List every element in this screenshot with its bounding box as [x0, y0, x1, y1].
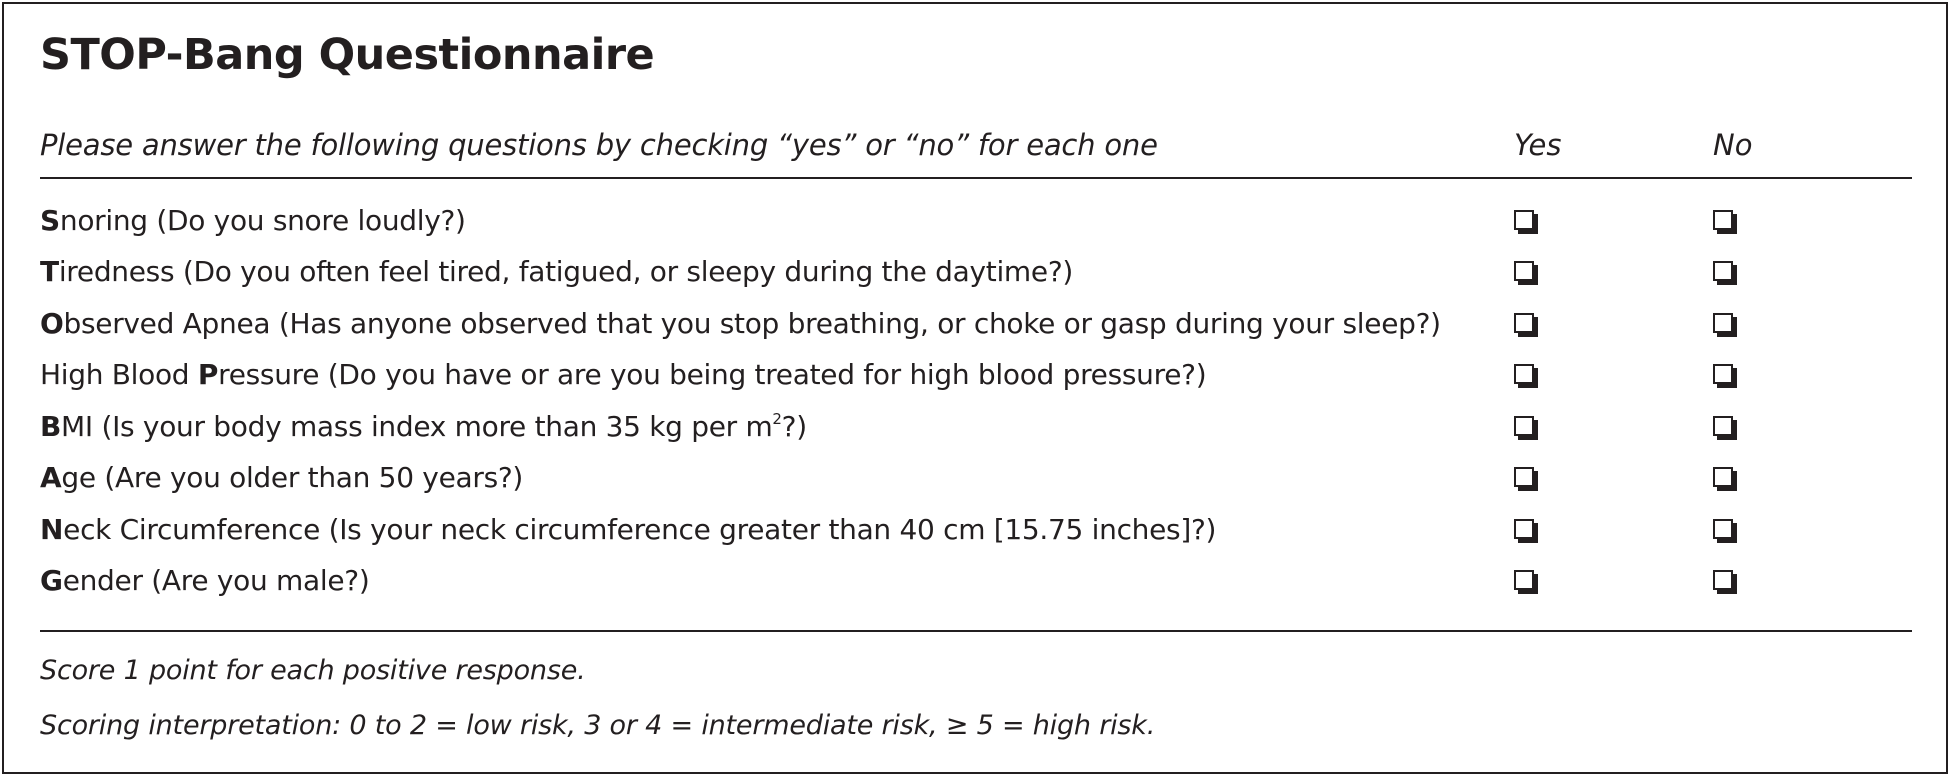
page-title: STOP-Bang Questionnaire: [40, 30, 655, 80]
no-column-header: No: [1713, 128, 1753, 162]
observed-apnea-no-checkbox[interactable]: [1713, 313, 1738, 338]
question-text: Observed Apnea (Has anyone observed that you stop breathing, or choke or gasp during your sleep?): [40, 307, 1441, 340]
acronym-letter: A: [40, 461, 62, 494]
neck-circumference-no-checkbox[interactable]: [1713, 519, 1738, 544]
question-row-bmi: [40, 410, 1912, 450]
gender-yes-checkbox[interactable]: [1514, 570, 1539, 595]
question-row-age: [40, 461, 1912, 501]
question-row-observed-apnea: [40, 307, 1912, 347]
question-text: Age (Are you older than 50 years?): [40, 461, 524, 494]
bmi-yes-checkbox[interactable]: [1514, 416, 1539, 441]
snoring-no-checkbox[interactable]: [1713, 210, 1738, 235]
instructions-text: Please answer the following questions by checking “yes” or “no” for each one: [40, 128, 1158, 162]
bmi-no-checkbox[interactable]: [1713, 416, 1738, 441]
question-row-tiredness: [40, 255, 1912, 295]
question-text: Tiredness (Do you often feel tired, fatigued, or sleepy during the daytime?): [40, 255, 1074, 288]
yes-column-header: Yes: [1514, 128, 1562, 162]
question-row-gender: [40, 564, 1912, 604]
header-divider: [40, 177, 1912, 179]
tiredness-yes-checkbox[interactable]: [1514, 261, 1539, 286]
scoring-interpretation-note: Scoring interpretation: 0 to 2 = low risk, 3 or 4 = intermediate risk, ≥ 5 = high risk.: [40, 710, 1156, 741]
question-text: Gender (Are you male?): [40, 564, 370, 597]
question-row-snoring: [40, 204, 1912, 244]
acronym-letter: O: [40, 307, 64, 340]
tiredness-no-checkbox[interactable]: [1713, 261, 1738, 286]
neck-circumference-yes-checkbox[interactable]: [1514, 519, 1539, 544]
question-text: BMI (Is your body mass index more than 35 kg per $m^2$?): [40, 410, 807, 443]
question-row-neck-circumference: [40, 513, 1912, 553]
age-no-checkbox[interactable]: [1713, 467, 1738, 492]
age-yes-checkbox[interactable]: [1514, 467, 1539, 492]
blood-pressure-no-checkbox[interactable]: [1713, 364, 1738, 389]
snoring-yes-checkbox[interactable]: [1514, 210, 1539, 235]
footer-divider: [40, 630, 1912, 632]
question-text: High Blood Pressure (Do you have or are you being treated for high blood pressure?): [40, 358, 1207, 391]
gender-no-checkbox[interactable]: [1713, 570, 1738, 595]
column-header-row: [40, 128, 1912, 172]
observed-apnea-yes-checkbox[interactable]: [1514, 313, 1539, 338]
acronym-letter: T: [40, 255, 59, 288]
acronym-letter: B: [40, 410, 62, 443]
acronym-letter: G: [40, 564, 63, 597]
question-text: Snoring (Do you snore loudly?): [40, 204, 466, 237]
score-note: Score 1 point for each positive response.: [40, 655, 586, 686]
acronym-letter: S: [40, 204, 60, 237]
acronym-letter: P: [197, 358, 219, 391]
question-text: Neck Circumference (Is your neck circumference greater than 40 cm [15.75 inches]?): [40, 513, 1217, 546]
question-row-blood-pressure: [40, 358, 1912, 398]
acronym-letter: N: [40, 513, 64, 546]
blood-pressure-yes-checkbox[interactable]: [1514, 364, 1539, 389]
